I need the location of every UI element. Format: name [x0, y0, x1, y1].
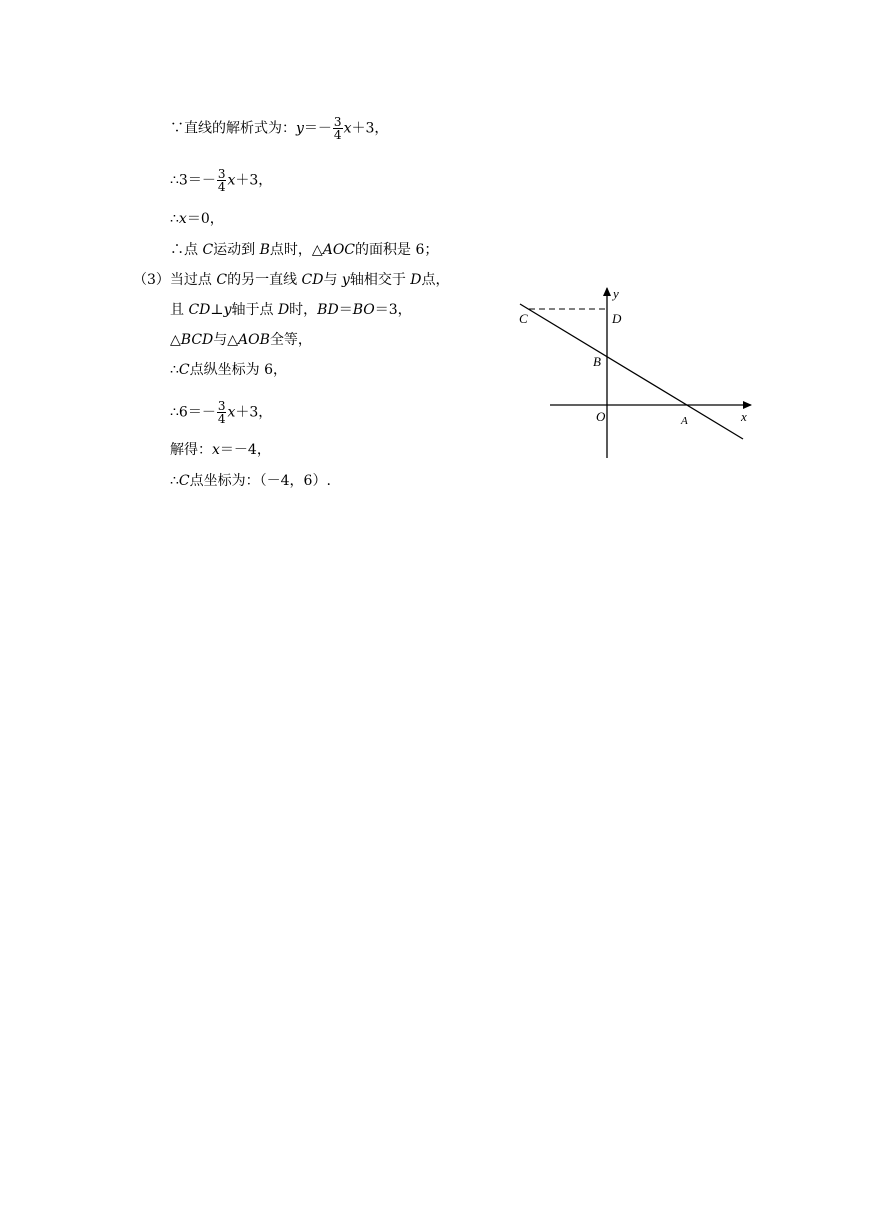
text: ＝3，	[374, 302, 412, 318]
numerator: 3	[217, 167, 226, 181]
text: 与△	[213, 332, 239, 348]
numerator: 3	[333, 115, 342, 129]
line-cd: CD	[188, 302, 211, 318]
line-cd: CD	[301, 272, 324, 288]
text: 的另一直线	[227, 272, 302, 288]
text: 全等，	[269, 332, 312, 348]
label-point-d: D	[612, 311, 622, 326]
text: ＝－	[303, 120, 332, 137]
numerator: 3	[217, 399, 226, 413]
point-c: C	[202, 242, 214, 258]
text: （3）当过点	[133, 272, 217, 288]
text: ∴	[170, 473, 179, 489]
text: 时，	[289, 302, 318, 318]
text: 运动到	[213, 242, 260, 258]
var-y: y	[341, 272, 350, 288]
var-x: x	[343, 120, 352, 137]
solution-line-1	[170, 116, 388, 141]
label-point-b: B	[593, 354, 601, 369]
triangle-aob: AOB	[238, 332, 270, 348]
text: ＋3，	[235, 404, 273, 421]
line-cba	[520, 304, 743, 439]
text: 点纵坐标为 6，	[189, 362, 287, 378]
text: ∴	[170, 211, 179, 227]
text: ＝	[338, 302, 353, 318]
solution-line-8	[170, 362, 287, 378]
label-x-axis: x	[741, 409, 747, 424]
solution-line-10	[170, 442, 271, 458]
text: ∵直线的解析式为：	[170, 120, 296, 137]
segment-bo: BO	[352, 302, 375, 318]
fraction	[217, 400, 227, 425]
text: 点时，△	[269, 242, 323, 258]
text: ∴	[170, 362, 179, 378]
label-point-c: C	[519, 311, 528, 326]
label-point-a: A	[681, 415, 688, 427]
text: 轴于点	[231, 302, 278, 318]
text: 点坐标为：（－4，6）.	[189, 473, 331, 489]
text: 点，	[421, 272, 450, 288]
text: ∴点	[170, 242, 203, 258]
text: △	[170, 332, 181, 348]
part-3-heading-line	[133, 272, 450, 288]
text: 的面积是 6；	[355, 242, 439, 258]
point-c: C	[178, 473, 190, 489]
solution-line-9	[170, 400, 272, 425]
text: 轴相交于	[349, 272, 411, 288]
text: ＋3，	[235, 172, 273, 189]
triangle-bcd: BCD	[180, 332, 214, 348]
segment-bd: BD	[317, 302, 339, 318]
denominator: 4	[217, 412, 226, 426]
text: ∴3＝－	[170, 172, 216, 189]
solution-line-3	[170, 211, 224, 227]
var-x: x	[227, 172, 236, 189]
text: ＝0，	[186, 211, 224, 227]
point-d: D	[410, 272, 422, 288]
var-x: x	[178, 211, 187, 227]
triangle-aoc: AOC	[322, 242, 356, 258]
denominator: 4	[333, 128, 342, 142]
label-point-o: O	[596, 409, 606, 424]
text: 解得：	[170, 442, 212, 458]
point-c: C	[216, 272, 228, 288]
text: ＋3，	[351, 120, 389, 137]
label-y-axis: y	[613, 286, 619, 301]
solution-line-2	[170, 168, 272, 193]
text: ＝－4，	[219, 442, 271, 458]
var-x: x	[227, 404, 236, 421]
solution-line-11	[170, 473, 331, 489]
coordinate-diagram	[515, 282, 760, 462]
text: 与	[323, 272, 342, 288]
text: 且	[170, 302, 189, 318]
var-y: y	[296, 120, 304, 137]
fraction	[217, 168, 227, 193]
text: ∴6＝－	[170, 404, 216, 421]
text: ⊥	[210, 302, 224, 318]
var-y: y	[223, 302, 232, 318]
denominator: 4	[217, 180, 226, 194]
point-d: D	[277, 302, 290, 318]
solution-line-6	[170, 302, 412, 318]
var-x: x	[212, 442, 220, 458]
point-b: B	[259, 242, 270, 258]
solution-line-4	[170, 242, 438, 258]
solution-line-7	[170, 332, 312, 348]
fraction	[333, 116, 343, 141]
point-c: C	[178, 362, 190, 378]
